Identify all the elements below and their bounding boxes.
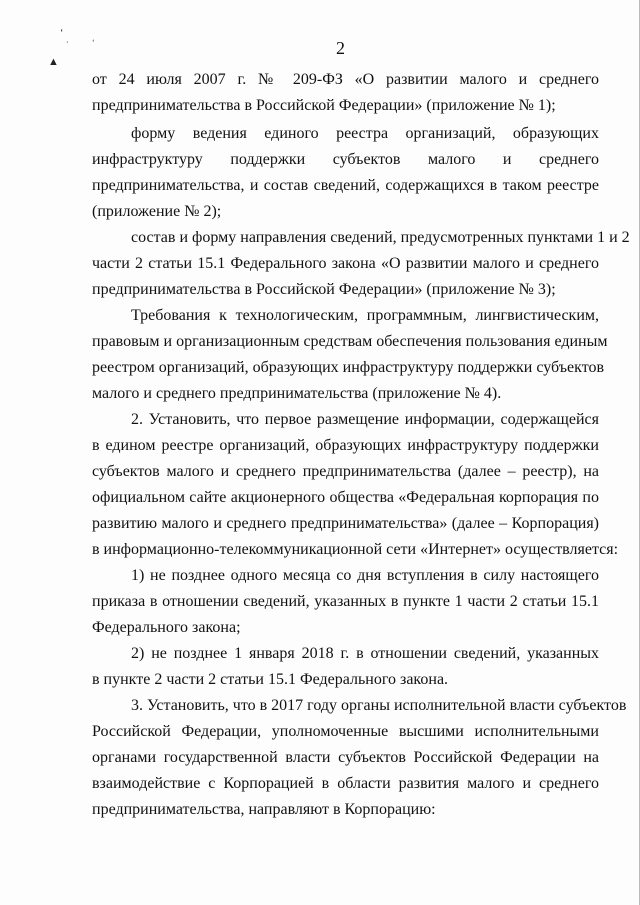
scan-mark: ▲ <box>48 56 59 68</box>
text-line: Требования к технологическим, программным, лингвистическим, <box>131 307 599 324</box>
text-line: официальном сайте акционерного общества «Федеральная корпорация по <box>92 489 599 506</box>
text-line: в информационно-телекоммуникационной сети «Интернет» осуществляется: <box>92 541 619 558</box>
text-line: развитию малого и среднего предпринимательства» (далее – Корпорация) <box>92 515 599 532</box>
text-line: предпринимательства в Российской Федерации» (приложение № 3); <box>92 281 556 298</box>
text-line: 2. Установить, что первое размещение информации, содержащейся <box>131 411 599 428</box>
text-line: субъектов малого и среднего предпринимательства (далее – реестр), на <box>92 463 599 480</box>
text-line: 1) не позднее одного месяца со дня вступления в силу настоящего <box>131 567 599 584</box>
text-line: 2) не позднее 1 января 2018 г. в отношении сведений, указанных <box>131 645 599 662</box>
text-line: приказа в отношении сведений, указанных в пункте 1 части 2 статьи 15.1 <box>92 593 599 610</box>
text-line: инфраструктуру поддержки субъектов малого и среднего <box>92 151 599 168</box>
text-line: в пункте 2 части 2 статьи 15.1 Федерального закона. <box>92 671 449 688</box>
scan-mark: · <box>66 38 69 47</box>
text-line: в едином реестре организаций, образующих инфраструктуру поддержки <box>92 437 599 454</box>
text-line: взаимодействие с Корпорацией в области развития малого и среднего <box>92 775 599 792</box>
text-line: форму ведения единого реестра организаций, образующих <box>131 125 599 142</box>
text-line: от 24 июля 2007 г. № 209-ФЗ «О развитии малого и среднего <box>92 71 599 88</box>
text-line: правовым и организационным средствам обеспечения пользования единым <box>92 333 608 350</box>
text-line: части 2 статьи 15.1 Федерального закона «О развитии малого и среднего <box>92 255 599 272</box>
page-number: 2 <box>336 38 345 58</box>
text-line: 3. Установить, что в 2017 году органы исполнительной власти субъектов <box>131 697 627 714</box>
text-line: предпринимательства, направляют в Корпорацию: <box>92 801 436 818</box>
text-line: органами государственной власти субъектов Российской Федерации на <box>92 749 599 766</box>
text-line: Российской Федерации, уполномоченные высшими исполнительными <box>92 723 599 740</box>
text-line: предпринимательства, и состав сведений, содержащихся в таком реестре <box>92 177 599 194</box>
text-line: состав и форму направления сведений, предусмотренных пунктами 1 и 2 <box>131 229 630 246</box>
text-line: предпринимательства в Российской Федерации» (приложение № 1); <box>92 97 556 114</box>
text-line: малого и среднего предпринимательства (приложение № 4). <box>92 385 502 402</box>
scan-mark: ‘ <box>92 38 95 47</box>
text-line: (приложение № 2); <box>92 203 222 220</box>
text-line: реестром организаций, образующих инфраструктуру поддержки субъектов <box>92 359 605 376</box>
text-line: Федерального закона; <box>92 619 241 636</box>
scan-mark: ‘ <box>60 28 64 39</box>
